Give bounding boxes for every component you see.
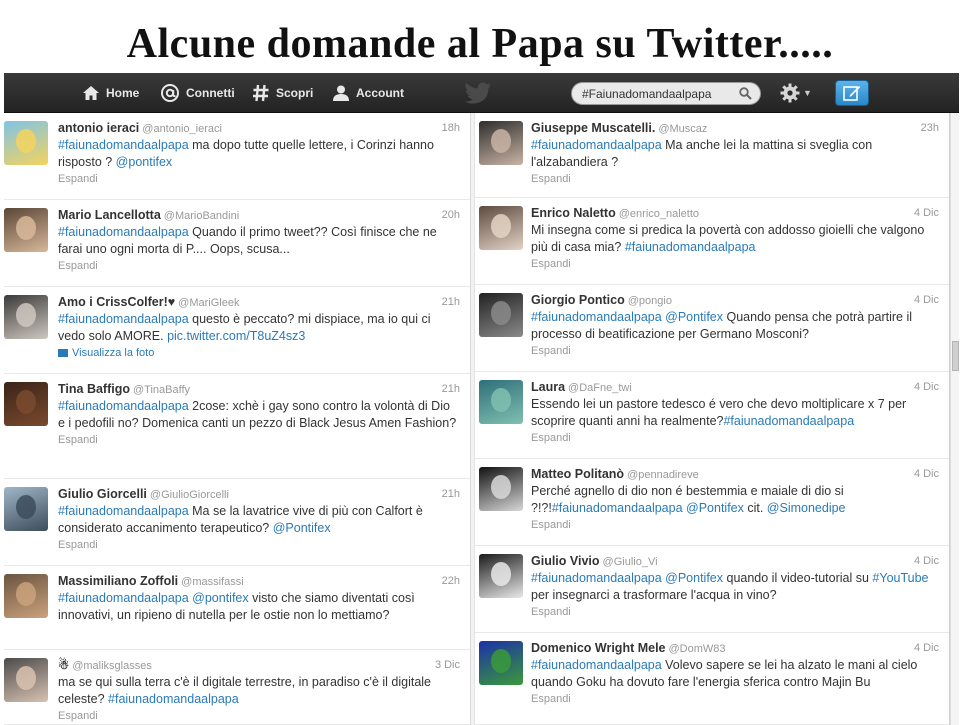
tweet-text-segment: visto che siamo diventati così innovativi, un ripieno di nutella per le ostie non lo mettiamo? [58,591,415,622]
user-handle[interactable]: @GiulioGiorcelli [149,489,229,501]
tweet-text-segment: Ma anche lei la mattina si sveglia con l'alzabandiera ? [531,138,873,169]
tweet-item [475,459,949,546]
user-name[interactable]: Giulio Vivio [531,554,600,568]
tweet-header [58,381,460,398]
expand-link[interactable]: Espandi [531,693,571,705]
hashtag-link[interactable]: #faiunadomandaalpapa [723,414,855,428]
nav-account[interactable] [332,73,404,113]
twitter-bird-icon[interactable] [464,82,492,104]
tweet-body [531,379,939,445]
avatar-face [491,301,511,325]
mention-link[interactable]: @Pontifex [686,501,744,515]
tweet-text-segment: Mi insegna come si predica la povertà con addosso gioielli che valgono più di casa mia? [531,223,925,254]
expand-link[interactable]: Espandi [58,710,98,722]
hashtag-link[interactable]: #faiunadomandaalpapa [58,138,189,152]
tweet-text [58,674,460,708]
mention-link[interactable]: @pontifex [115,155,173,169]
tweet-item [4,287,470,374]
avatar[interactable] [479,554,523,598]
avatar-face [16,582,36,606]
expand-link[interactable]: Espandi [531,345,571,357]
tweet-timestamp[interactable]: 4 Dic [913,468,939,480]
avatar[interactable] [479,380,523,424]
avatar-face [491,214,511,238]
gear-icon [780,83,800,103]
tweet-text-segment: ma se qui sulla terra c'è il digitale terrestre, in paradiso c'è il digitale celeste? [58,675,432,706]
tweet-timestamp[interactable]: 21h [441,488,460,500]
user-name[interactable]: antonio ieraci [58,121,140,135]
tweet-item [4,113,470,200]
avatar[interactable] [479,121,523,165]
tweet-body [58,207,460,273]
twitter-screenshot [4,73,959,725]
avatar[interactable] [479,641,523,685]
tweet-header [58,120,460,137]
hashtag-link[interactable]: #faiunadomandaalpapa [108,692,239,706]
tweet-header [531,553,939,570]
tweet-header [58,573,460,590]
avatar-face [491,475,511,499]
user-handle[interactable]: @MarioBandini [163,210,240,222]
tweet-text-segment: Volevo sapere se lei ha alzato le mani al cielo quando Goku ha dovuto fare l'energia sferica contro Majin Bu [531,658,918,689]
user-name[interactable]: Domenico Wright Mele [531,641,666,655]
avatar-face [491,388,511,412]
tweet-stream-right [474,113,950,725]
avatar[interactable] [479,467,523,511]
hashtag-link[interactable]: #faiunadomandaalpapa [58,591,189,605]
avatar[interactable] [4,208,48,252]
tweet-text-segment: cit. [743,501,767,515]
tweet-text-segment: Essendo lei un pastore tedesco é vero che devo moltiplicare x 7 per scoprire quanti anni ha realmente? [531,397,907,428]
tweet-text [58,224,460,258]
tweet-header [531,205,939,222]
avatar[interactable] [479,206,523,250]
user-handle[interactable]: @maliksglasses [72,660,152,672]
hashtag-link[interactable]: #faiunadomandaalpapa [531,310,662,324]
hashtag-link[interactable]: #faiunadomandaalpapa [531,138,662,152]
nav-connect[interactable] [160,73,235,113]
top-navigation-bar [4,73,959,113]
scrollbar-thumb[interactable] [952,341,959,371]
tweet-stream-left [4,113,471,725]
tweet-header [58,657,460,674]
user-handle[interactable]: @Muscaz [658,123,708,135]
user-name[interactable]: Amo i CrissColfer!♥ [58,295,176,309]
person-icon [332,84,350,102]
tweet-text-segment: quando il video-tutorial su [723,571,873,585]
tweet-text [531,483,939,517]
tweet-body [531,205,939,271]
tweet-header [58,207,460,224]
expand-link[interactable]: Espandi [531,606,571,618]
tweet-item [475,113,949,198]
hashtag-link[interactable]: #YouTube [872,571,929,585]
tweet-header [58,486,460,503]
tweet-text [58,398,460,432]
avatar[interactable] [479,293,523,337]
avatar-face [16,390,36,414]
mention-link[interactable]: @Simonedipe [766,501,846,515]
tweet-timestamp[interactable]: 23h [920,122,939,134]
user-handle[interactable]: @DomW83 [668,643,726,655]
view-photo-label: Visualizza la foto [72,347,155,359]
mention-link[interactable]: @Pontifex [272,521,331,535]
nav-connect-label: Connetti [186,86,235,100]
search-icon[interactable] [739,87,752,100]
tweet-text-segment: questo è peccato? mi dispiace, ma io qui ci vedo solo AMORE. [58,312,431,343]
tweet-text [531,396,939,430]
hashtag-link[interactable]: #faiunadomandaalpapa [58,312,189,326]
mention-link[interactable]: @Pontifex [665,310,724,324]
tweet-item [4,566,470,650]
tweet-text [58,590,460,624]
user-name[interactable]: Matteo Politanò [531,467,625,481]
nav-discover[interactable] [252,73,313,113]
chevron-down-icon: ▼ [803,88,812,98]
expand-link[interactable]: Espandi [531,519,571,531]
tweet-timestamp[interactable]: 20h [441,209,460,221]
avatar[interactable] [4,382,48,426]
tweet-item [4,650,470,725]
tweet-header [531,120,939,137]
tweet-timestamp[interactable]: 4 Dic [913,381,939,393]
user-icon-glyph: ☃ [58,658,70,672]
tweet-item [475,633,949,725]
tweet-text [531,137,939,171]
tweet-text [58,311,460,345]
user-name[interactable]: Massimiliano Zoffoli [58,574,179,588]
tweet-timestamp[interactable]: 4 Dic [913,642,939,654]
user-name[interactable]: Laura [531,380,566,394]
avatar[interactable] [4,658,48,702]
user-handle[interactable]: @pongio [627,295,672,307]
search-input[interactable] [582,86,732,102]
avatar[interactable] [4,487,48,531]
user-handle[interactable]: @TinaBaffy [133,384,191,396]
tweet-text-segment: 2cose: xchè i gay sono contro la volontà di Dio e i pedofili no? Domenica canti un pezzo di Black Jesus Amen Fashion? [58,399,457,430]
tweet-timestamp[interactable]: 22h [441,575,460,587]
search-box[interactable] [571,82,761,105]
user-handle[interactable]: @Giulio_Vi [602,556,658,568]
tweet-item [4,479,470,566]
user-name[interactable]: Giorgio Pontico [531,293,625,307]
hashtag-link[interactable]: #faiunadomandaalpapa [624,240,756,254]
tweet-text-segment: Perché agnello di dio non é bestemmia e maiale di dio si ?!?! [531,484,844,515]
avatar[interactable] [4,295,48,339]
tweet-text-segment: ma dopo tutte quelle lettere, i Corinzi hanno risposto ? [58,138,434,169]
expand-link[interactable]: Espandi [58,434,98,446]
tweet-timestamp[interactable]: 21h [441,296,460,308]
hashtag-link[interactable]: #faiunadomandaalpapa [531,571,662,585]
home-icon [82,85,100,101]
hashtag-icon [252,84,270,102]
tweet-text [531,570,939,604]
tweet-timestamp[interactable]: 21h [441,383,460,395]
tweet-body [58,573,460,624]
photo-icon [58,349,68,357]
hashtag-link[interactable]: #faiunadomandaalpapa [531,658,662,672]
avatar[interactable] [4,121,48,165]
scrollbar[interactable] [950,113,959,725]
expand-link[interactable]: Espandi [531,258,571,270]
tweet-item [475,285,949,372]
tweet-header [531,466,939,483]
tweet-text [531,222,939,256]
tweet-timestamp[interactable]: 3 Dic [434,659,460,671]
mention-link[interactable]: @Pontifex [665,571,724,585]
tweet-body [531,120,939,186]
tweet-timestamp[interactable]: 18h [441,122,460,134]
nav-account-label: Account [356,86,404,100]
avatar-face [491,649,511,673]
tweet-text-segment: per insegnarci a trasformare l'acqua in vino? [531,588,777,602]
tweet-body [531,466,939,532]
avatar-face [491,129,511,153]
tweet-header [531,292,939,309]
nav-home-label: Home [106,86,140,100]
view-photo-link[interactable] [58,346,460,360]
tweet-body [58,486,460,552]
user-name[interactable]: Enrico Naletto [531,206,616,220]
tweet-text [531,657,939,691]
tweet-header [531,379,939,396]
tweet-item [475,198,949,285]
tweet-body [58,657,460,723]
user-handle[interactable]: @antonio_ieraci [142,123,222,135]
tweet-item [475,372,949,459]
expand-link[interactable]: Espandi [531,432,571,444]
tweet-timestamp[interactable]: 4 Dic [913,294,939,306]
tweet-body [58,294,460,360]
tweet-body [531,553,939,619]
tweet-timestamp[interactable]: 4 Dic [913,555,939,567]
tweet-text [58,503,460,537]
tweet-body [531,292,939,358]
user-handle[interactable]: @DaFne_twi [568,382,632,394]
tweet-header [58,294,460,311]
user-name[interactable]: Tina Baffigo [58,382,130,396]
expand-link[interactable]: Espandi [58,260,98,272]
tweet-text-segment: Quando il primo tweet?? Così finisce che ne farai uno ogni morta di P.... Oops, scusa... [58,225,437,256]
tweet-body [58,381,460,447]
hashtag-link[interactable]: #faiunadomandaalpapa [58,225,189,239]
hashtag-link[interactable]: #faiunadomandaalpapa [58,504,189,518]
media-link[interactable]: pic.twitter.com/T8uZ4sz3 [167,329,306,343]
nav-discover-label: Scopri [276,86,314,100]
hashtag-link[interactable]: #faiunadomandaalpapa [58,399,189,413]
tweet-header [531,640,939,657]
tweet-text-segment: Ma se la lavatrice vive di più con Calfort è considerato accanimento terapeutico? [58,504,423,535]
avatar-face [16,666,36,690]
tweet-body [531,640,939,706]
tweet-text [58,137,460,171]
user-handle[interactable]: @massifassi [181,576,244,588]
tweet-body [58,120,460,186]
compose-icon [843,85,861,101]
user-name[interactable]: Giuseppe Muscatelli. [531,121,656,135]
tweet-text [531,309,939,343]
tweet-text-segment: Quando pensa che potrà partire il processo di beatificazione per Germano Mosconi? [531,310,913,341]
avatar[interactable] [4,574,48,618]
mention-link[interactable]: @pontifex [192,591,249,605]
tweet-item [475,546,949,633]
compose-tweet-button[interactable] [835,80,869,106]
user-name[interactable]: Mario Lancellotta [58,208,161,222]
nav-home[interactable] [82,73,139,113]
avatar-face [16,216,36,240]
avatar-face [16,129,36,153]
tweet-item [4,200,470,287]
settings-menu[interactable] [780,83,812,103]
tweet-item [4,374,470,479]
hashtag-link[interactable]: #faiunadomandaalpapa [551,501,683,515]
avatar-face [491,562,511,586]
tweet-timestamp[interactable]: 4 Dic [913,207,939,219]
expand-link[interactable]: Espandi [531,173,571,185]
user-handle[interactable]: @enrico_naletto [618,208,700,220]
expand-link[interactable]: Espandi [58,539,98,551]
expand-link[interactable]: Espandi [58,173,98,185]
slide-title: Alcune domande al Papa su Twitter..... [126,21,834,67]
user-handle[interactable]: @MariGleek [178,297,240,309]
avatar-face [16,495,36,519]
avatar-face [16,303,36,327]
user-name[interactable]: Giulio Giorcelli [58,487,147,501]
at-icon [160,83,180,103]
user-handle[interactable]: @pennadireve [627,469,699,481]
